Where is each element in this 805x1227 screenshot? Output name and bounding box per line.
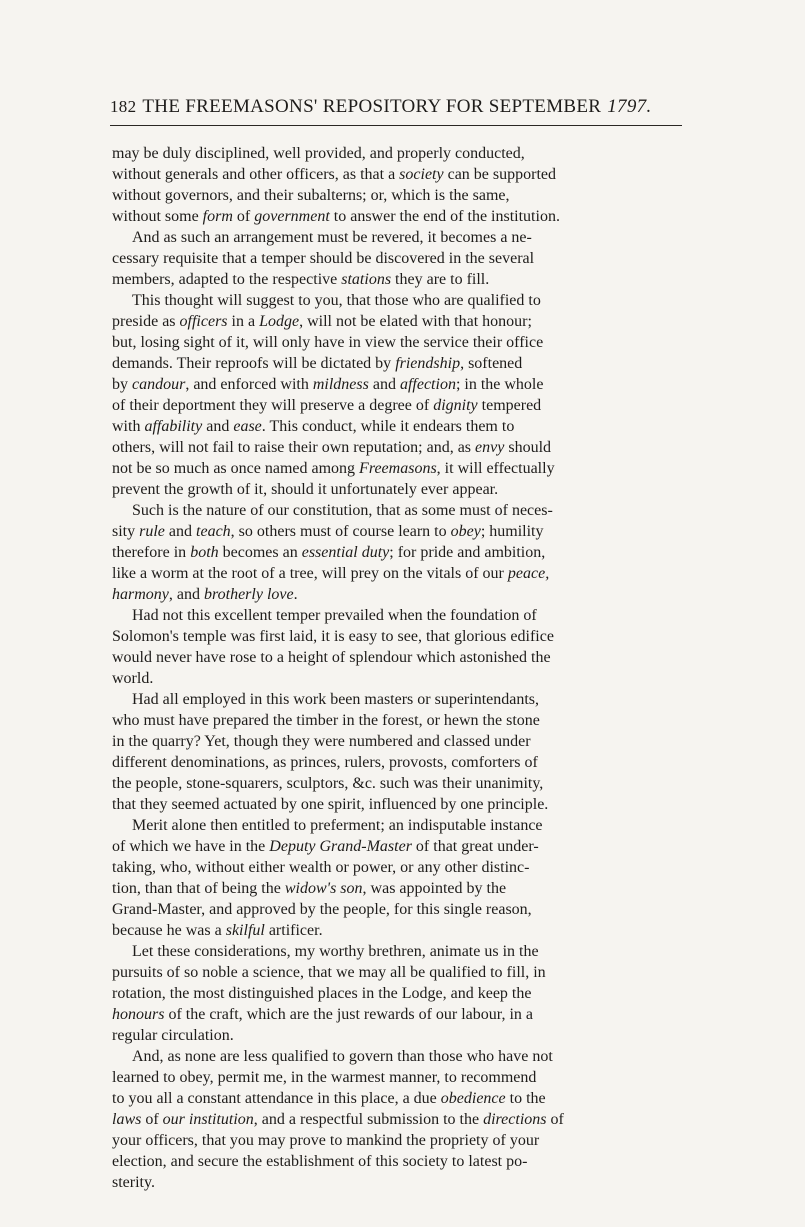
text-segment: different denominations, as princes, rulers, provosts, comforters of (112, 754, 538, 771)
text-line (112, 1025, 684, 1046)
text-segment: of their deportment they will preserve a degree of (112, 397, 434, 414)
text-line (112, 521, 684, 542)
text-segment: , and a respectful submission to the (253, 1111, 484, 1128)
text-line (112, 1046, 684, 1067)
text-segment: members, adapted to the respective (112, 271, 342, 288)
text-line (112, 794, 684, 815)
italic-text: directions (483, 1111, 547, 1128)
text-line (112, 584, 684, 605)
text-line (112, 1067, 684, 1088)
text-line (112, 563, 684, 584)
italic-text: stations (341, 271, 392, 288)
italic-text: government (254, 208, 330, 225)
text-line (112, 899, 684, 920)
text-line (112, 1004, 684, 1025)
italic-text: rule (139, 523, 165, 540)
text-line (112, 710, 684, 731)
text-line (112, 626, 684, 647)
text-segment: , so others must of course learn to (230, 523, 451, 540)
text-line (112, 815, 684, 836)
text-segment: pursuits of so noble a science, that we may all be qualified to fill, in (112, 964, 546, 981)
text-segment: who must have prepared the timber in the forest, or hewn the stone (112, 712, 540, 729)
italic-text: teach (196, 523, 231, 540)
text-segment: , will not be elated with that honour; (299, 313, 532, 330)
text-segment: without governors, and their subalterns; or, which is the same, (112, 187, 510, 204)
text-segment: , it will effectually (436, 460, 555, 477)
text-segment: Solomon's temple was first laid, it is easy to see, that glorious edifice (112, 628, 554, 645)
text-segment: Had not this excellent temper prevailed when the foundation of (132, 607, 537, 624)
italic-text: affection (399, 376, 456, 393)
text-line (112, 269, 684, 290)
text-line (112, 353, 684, 374)
text-line (112, 248, 684, 269)
italic-text: brotherly love (204, 586, 294, 603)
text-segment: Merit alone then entitled to preferment; an indisputable instance (132, 817, 543, 834)
text-line (112, 605, 684, 626)
text-line (112, 773, 684, 794)
text-segment: rotation, the most distinguished places in the Lodge, and keep the (112, 985, 532, 1002)
text-line (112, 1088, 684, 1109)
text-line (112, 962, 684, 983)
text-segment: ; in the whole (455, 376, 544, 393)
italic-text: obedience (440, 1090, 506, 1107)
text-line (112, 752, 684, 773)
text-segment: , was appointed by the (362, 880, 507, 897)
header-title: THE FREEMASONS' REPOSITORY FOR SEPTEMBER (142, 96, 602, 117)
italic-text: affability (144, 418, 203, 435)
text-segment: and (164, 523, 197, 540)
text-segment: can be supported (443, 166, 556, 183)
italic-text: Deputy Grand-Master (269, 838, 412, 855)
italic-text: honours (112, 1006, 165, 1023)
text-segment: to answer the end of the institution. (329, 208, 560, 225)
text-line (112, 836, 684, 857)
italic-text: officers (179, 313, 228, 330)
text-line (112, 983, 684, 1004)
italic-text: ease (233, 418, 262, 435)
text-segment: sterity. (112, 1174, 155, 1191)
text-segment: , and enforced with (185, 376, 313, 393)
italic-text: widow's son (284, 880, 363, 897)
text-segment: prevent the growth of it, should it unfortunately ever appear. (112, 481, 499, 498)
italic-text: envy (475, 439, 505, 456)
text-line (112, 437, 684, 458)
text-line (112, 458, 684, 479)
text-segment: with (112, 418, 145, 435)
text-segment: learned to obey, permit me, in the warmest manner, to recommend (112, 1069, 537, 1086)
text-segment: may be duly disciplined, well provided, and properly conducted, (112, 145, 525, 162)
text-segment: . This conduct, while it endears them to (261, 418, 515, 435)
italic-text: Freemasons (359, 460, 437, 477)
italic-text: society (399, 166, 444, 183)
text-line (112, 647, 684, 668)
text-segment: therefore in (112, 544, 191, 561)
text-line (112, 206, 684, 227)
text-line (112, 374, 684, 395)
text-segment: should (504, 439, 552, 456)
text-segment: but, losing sight of it, will only have in view the service their office (112, 334, 544, 351)
italic-text: obey (450, 523, 481, 540)
text-segment: of that great under- (411, 838, 539, 855)
text-segment: by (112, 376, 132, 393)
text-line (112, 416, 684, 437)
text-segment: and (202, 418, 234, 435)
text-segment: of the craft, which are the just rewards of our labour, in a (164, 1006, 534, 1023)
italic-text: form (202, 208, 233, 225)
text-segment: election, and secure the establishment of this society to latest po- (112, 1153, 528, 1170)
text-segment: tempered (477, 397, 542, 414)
text-segment: Had all employed in this work been masters or superintendants, (132, 691, 540, 708)
text-segment: not be so much as once named among (112, 460, 360, 477)
text-segment: of (141, 1111, 163, 1128)
text-line (112, 500, 684, 521)
italic-text: mildness (312, 376, 369, 393)
text-segment: to the (505, 1090, 546, 1107)
text-segment: regular circulation. (112, 1027, 234, 1044)
header-rule (110, 125, 682, 126)
text-segment: the people, stone-squarers, sculptors, &c. such was their unanimity, (112, 775, 544, 792)
text-line (112, 1151, 684, 1172)
italic-text: both (190, 544, 219, 561)
text-line (112, 164, 684, 185)
text-segment: others, will not fail to raise their own reputation; and, as (112, 439, 476, 456)
text-segment: of (546, 1111, 564, 1128)
text-segment: like a worm at the root of a tree, will prey on the vitals of our (112, 565, 508, 582)
italic-text: laws (112, 1111, 142, 1128)
text-segment: becomes an (218, 544, 302, 561)
italic-text: our institution (162, 1111, 254, 1128)
text-segment: because he was a (112, 922, 226, 939)
text-segment: your officers, that you may prove to mankind the propriety of your (112, 1132, 540, 1149)
text-segment: without some (112, 208, 203, 225)
text-line (112, 941, 684, 962)
italic-text: dignity (433, 397, 478, 414)
text-segment: ; for pride and ambition, (389, 544, 546, 561)
italic-text: friendship (395, 355, 461, 372)
text-line (112, 143, 684, 164)
text-segment: And as such an arrangement must be revered, it becomes a ne- (132, 229, 532, 246)
text-segment: Grand-Master, and approved by the people, for this single reason, (112, 901, 532, 918)
text-line (112, 1130, 684, 1151)
text-segment: without generals and other officers, as that a (112, 166, 400, 183)
page-number: 182 (110, 97, 137, 116)
text-segment: of (232, 208, 255, 225)
text-segment: in a (227, 313, 260, 330)
italic-text: candour (132, 376, 186, 393)
text-segment: demands. Their reproofs will be dictated by (112, 355, 396, 372)
italic-text: harmony (112, 586, 169, 603)
text-line (112, 668, 684, 689)
text-line (112, 311, 684, 332)
text-segment: This thought will suggest to you, that those who are qualified to (132, 292, 541, 309)
text-segment: to you all a constant attendance in this place, a due (112, 1090, 441, 1107)
text-segment: preside as (112, 313, 180, 330)
text-segment: tion, than that of being the (112, 880, 285, 897)
text-line (112, 1172, 684, 1193)
text-segment: artificer. (264, 922, 323, 939)
text-segment: they are to fill. (391, 271, 490, 288)
text-line (112, 395, 684, 416)
text-segment: would never have rose to a height of splendour which astonished the (112, 649, 551, 666)
text-line (112, 731, 684, 752)
text-line (112, 332, 684, 353)
text-segment: And, as none are less qualified to govern than those who have not (132, 1048, 553, 1065)
text-segment: sity (112, 523, 140, 540)
text-segment: of which we have in the (112, 838, 270, 855)
body-text (112, 143, 684, 1193)
text-line (112, 1109, 684, 1130)
italic-text: peace, (507, 565, 550, 582)
text-line (112, 290, 684, 311)
text-line (112, 227, 684, 248)
text-segment: , and (168, 586, 204, 603)
text-segment: Let these considerations, my worthy brethren, animate us in the (132, 943, 539, 960)
italic-text: essential duty (301, 544, 390, 561)
text-segment: cessary requisite that a temper should be discovered in the several (112, 250, 535, 267)
italic-text: Lodge (259, 313, 300, 330)
text-line (112, 920, 684, 941)
text-segment: that they seemed actuated by one spirit, influenced by one principle. (112, 796, 549, 813)
text-segment: in the quarry? Yet, though they were numbered and classed under (112, 733, 531, 750)
text-segment: taking, who, without either wealth or power, or any other distinc- (112, 859, 530, 876)
text-line (112, 185, 684, 206)
running-header (110, 94, 680, 120)
text-line (112, 878, 684, 899)
text-line (112, 542, 684, 563)
text-segment: ; humility (480, 523, 544, 540)
italic-text: skilful (225, 922, 265, 939)
text-segment: world. (112, 670, 154, 687)
text-line (112, 479, 684, 500)
text-segment: , softened (460, 355, 523, 372)
text-segment: . (293, 586, 298, 603)
text-segment: and (368, 376, 400, 393)
text-line (112, 689, 684, 710)
header-year: 1797. (607, 96, 652, 117)
text-line (112, 857, 684, 878)
text-segment: Such is the nature of our constitution, that as some must of neces- (132, 502, 553, 519)
